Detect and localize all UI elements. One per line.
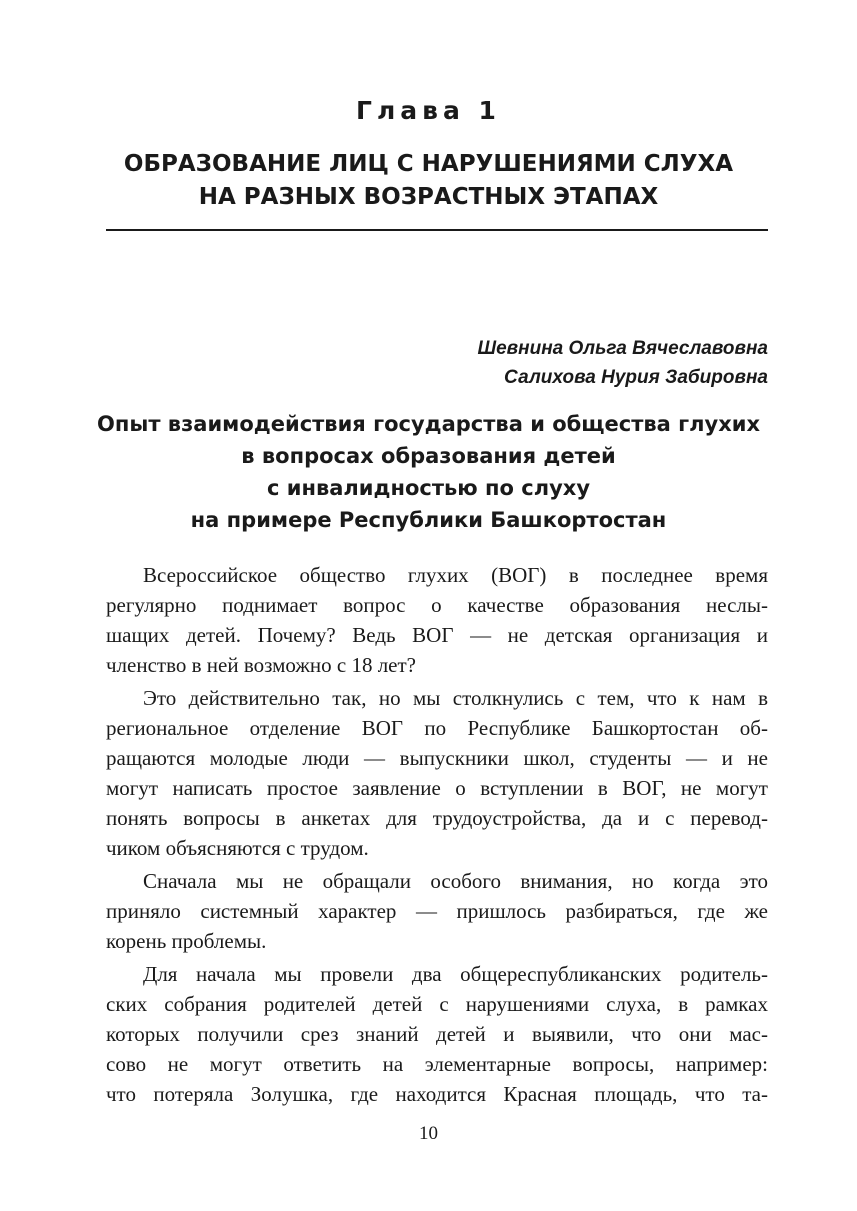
chapter-divider bbox=[106, 229, 768, 231]
article-title-line: с инвалидностью по слуху bbox=[266, 476, 591, 500]
body-text bbox=[106, 560, 768, 1109]
paragraph bbox=[106, 866, 768, 956]
text-line: корень проблемы. bbox=[106, 929, 267, 953]
text-line: сово не могут ответить на элементарные вопросы, например: bbox=[106, 1052, 768, 1076]
article-title bbox=[80, 408, 777, 536]
text-line: Это действительно так, но мы столкнулись с тем, что к нам в bbox=[143, 686, 768, 710]
text-line: что потеряла Золушка, где находится Красная площадь, что та- bbox=[106, 1082, 768, 1106]
paragraph bbox=[106, 959, 768, 1109]
text-line: Всероссийское общество глухих (ВОГ) в последнее время bbox=[143, 563, 768, 587]
author-name: Салихова Нурия Забировна bbox=[503, 367, 768, 388]
chapter-title bbox=[80, 148, 777, 214]
page-number: 10 bbox=[419, 1123, 438, 1144]
article-title-line: на примере Республики Башкортостан bbox=[190, 508, 667, 532]
text-line: Сначала мы не обращали особого внимания, но когда это bbox=[143, 869, 768, 893]
text-line: регулярно поднимает вопрос о качестве образования неслы- bbox=[106, 593, 768, 617]
text-line: шащих детей. Почему? Ведь ВОГ — не детская организация и bbox=[106, 623, 768, 647]
authors bbox=[477, 334, 768, 392]
text-line: могут написать простое заявление о вступлении в ВОГ, не могут bbox=[106, 776, 768, 800]
article-title-line: в вопросах образования детей bbox=[241, 444, 616, 468]
article-title-line: Опыт взаимодействия государства и общества глухих bbox=[96, 412, 761, 436]
text-line: ращаются молодые люди — выпускники школ, студенты — и не bbox=[106, 746, 768, 770]
paragraph bbox=[106, 683, 768, 863]
text-line: понять вопросы в анкетах для трудоустройства, да и с перевод- bbox=[106, 806, 768, 830]
chapter-label: Глава 1 bbox=[356, 96, 501, 125]
text-line: приняло системный характер — пришлось разбираться, где же bbox=[106, 899, 768, 923]
text-line: членство в ней возможно с 18 лет? bbox=[106, 653, 416, 677]
chapter-title-line: НА РАЗНЫХ ВОЗРАСТНЫХ ЭТАПАХ bbox=[198, 184, 659, 210]
text-line: чиком объясняются с трудом. bbox=[106, 836, 369, 860]
text-line: Для начала мы провели два общереспубликанских родитель- bbox=[143, 962, 768, 986]
text-line: которых получили срез знаний детей и выявили, что они мас- bbox=[106, 1022, 768, 1046]
text-line: ских собрания родителей детей с нарушениями слуха, в рамках bbox=[106, 992, 768, 1016]
paragraph bbox=[106, 560, 768, 680]
author-name: Шевнина Ольга Вячеславовна bbox=[477, 338, 768, 359]
chapter-title-line: ОБРАЗОВАНИЕ ЛИЦ С НАРУШЕНИЯМИ СЛУХА bbox=[123, 151, 734, 177]
text-line: региональное отделение ВОГ по Республике Башкортостан об- bbox=[106, 716, 768, 740]
